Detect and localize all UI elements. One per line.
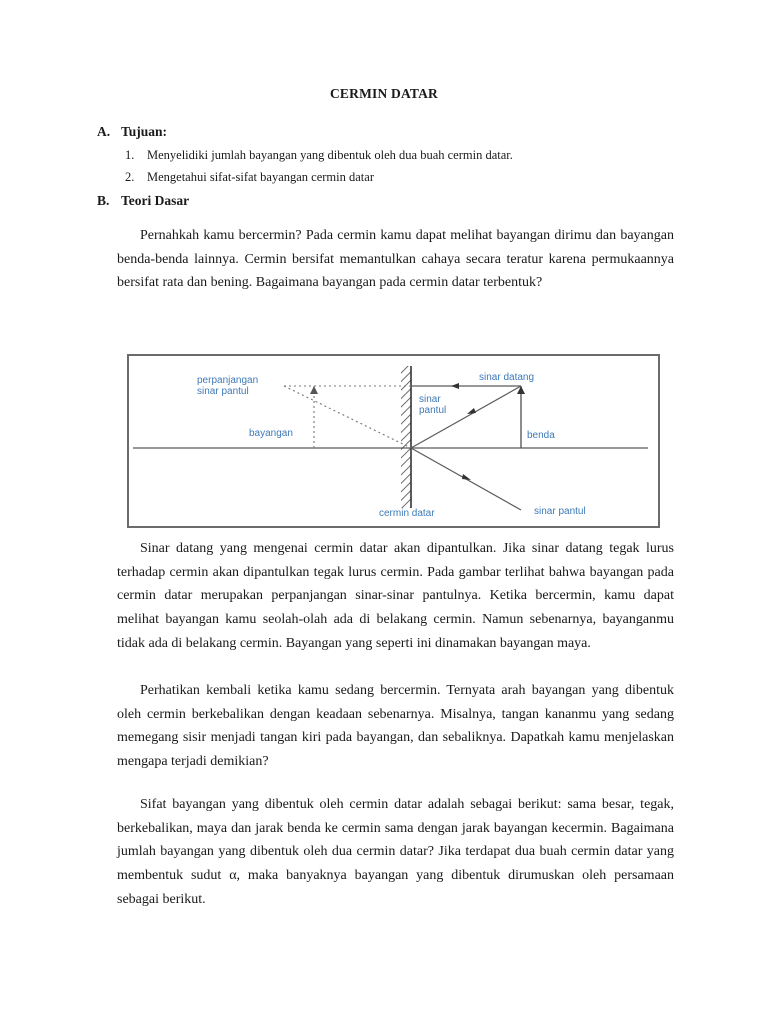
label-reflected-near-line2: pantul [419,405,447,416]
label-extension-line1: perpanjangan [197,375,259,386]
label-mirror: cermin datar [379,508,435,519]
goal-item-1 [125,148,513,163]
mirror-diagram [127,354,660,528]
goal-item-2-text: Mengetahui sifat-sifat bayangan cermin datar [147,170,374,184]
image-arrowhead [310,386,318,394]
section-a-title: Tujuan: [121,124,168,139]
reflected-ray-arrow [462,474,471,480]
label-extension-line2: sinar pantul [197,386,249,397]
label-object: benda [527,430,555,441]
section-b-title: Teori Dasar [121,193,190,208]
incident-ray-horizontal-arrow [451,383,459,389]
paragraph-intro: Pernahkah kamu bercermin? Pada cermin kamu dapat melihat bayangan dirimu dan bayangan benda-benda lainnya. Cermin bersifat memantulkan cahaya secara teratur karena permukaannya bersifat rata dan bening. Bagaimana bayangan pada cermin datar terbentuk? [117,228,674,291]
paragraph-reversal: Perhatikan kembali ketika kamu sedang bercermin. Ternyata arah bayangan yang dibentuk oleh cermin berkebalikan dengan keadaan sebenarnya. Misalnya, tangan kananmu yang sedang memegang sisir menjadi tangan kiri pada bayangan, dan sebaliknya. Dapatkah kamu menjelaskan mengapa terjadi demikian? [117,683,674,770]
label-image: bayangan [249,428,293,439]
mirror-diagram-svg [129,356,658,526]
extension-diagonal [284,386,411,448]
label-reflected-near-line1: sinar [419,394,441,405]
paragraph-properties: Sifat bayangan yang dibentuk oleh cermin datar adalah sebagai berikut: sama besar, tegak, berkebalikan, maya dan jarak benda ke cermin sama dengan jarak bayangan kecermin. Bagaimana jumlah bayangan yang dibentuk oleh dua cermin datar? Jika terdapat dua buah cermin datar yang membentuk sudut α, maka banyaknya bayangan yang dibentuk dirumuskan oleh persamaan sebagai berikut. [117,797,674,907]
section-a-heading [97,124,167,140]
label-incident: sinar datang [479,372,535,383]
goal-item-1-number: 1. [125,148,135,162]
section-b-letter: B. [97,193,110,208]
goal-item-2 [125,170,374,185]
page-title: CERMIN DATAR [329,86,439,101]
mirror-hatching [401,366,411,508]
goal-item-2-number: 2. [125,170,135,184]
section-b-heading [97,193,189,209]
paragraph-reflection: Sinar datang yang mengenai cermin datar akan dipantulkan. Jika sinar datang tegak lurus terhadap cermin akan dipantulkan tegak lurus cermin. Pada gambar terlihat bahwa bayangan pada cermin datar merupakan perpanjangan sinar-sinar pantulnya. Ketika bercermin, kamu dapat melihat bayangan kamu seolah-olah ada di belakang cermin. Namun sebenarnya, bayanganmu tidak ada di belakang cermin. Bayangan yang seperti ini dinamakan bayangan maya. [117,541,674,651]
incident-ray-diagonal-arrow [467,408,476,414]
goal-item-1-text: Menyelidiki jumlah bayangan yang dibentuk oleh dua buah cermin datar. [147,148,513,162]
section-a-letter: A. [97,124,111,139]
label-reflected: sinar pantul [534,506,586,517]
